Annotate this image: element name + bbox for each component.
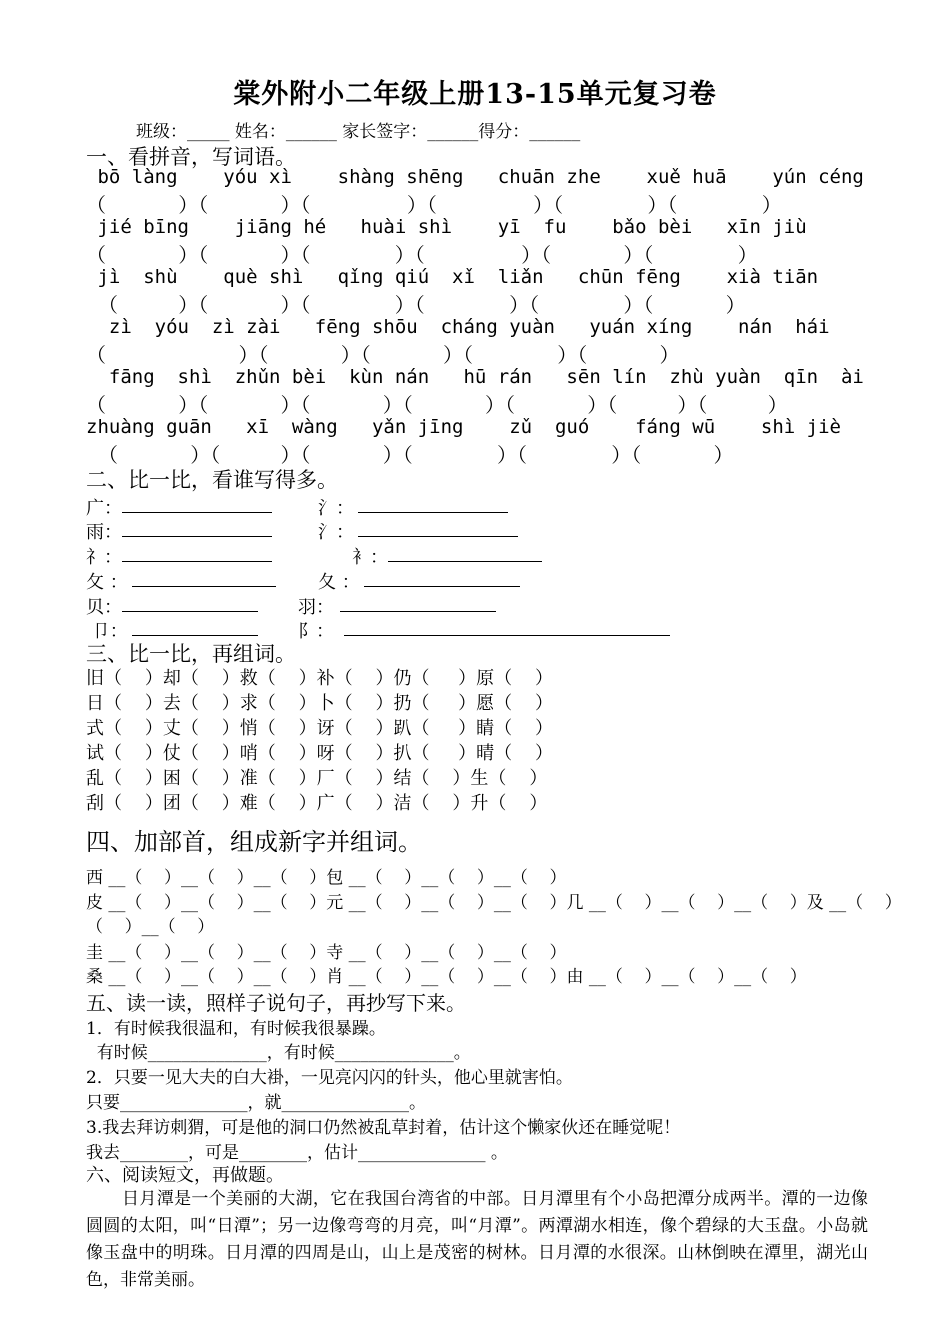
radical-label: 氵： [318, 522, 354, 543]
student-info-line: 班级：_____ 姓名：______ 家长签字：______得分：______ [136, 122, 581, 142]
radical-label: 阝： [298, 621, 334, 642]
answer-paren-row: （ ）（ ）（ ）（ ）（ ）（ ） [86, 193, 782, 217]
radical-label: 衤： [352, 547, 388, 568]
section-3-heading: 三、比一比，再组词。 [86, 642, 296, 666]
pinyin-row: fāng shì zhǔn bèi kùn nán hū rán sēn lín zhù yuàn qīn ài [86, 366, 864, 388]
section-6-heading: 六、阅读短文，再做题。 [86, 1165, 284, 1186]
section-4-heading: 四、加部首，组成新字并组词。 [86, 828, 422, 856]
word-pair-row: 刮（ ）团（ ）难（ ）广（ ）洁（ ）升（ ） [86, 793, 548, 814]
radical-label: 夂 ： [318, 572, 360, 593]
answer-paren-row: （ ）（ ）（ ）（ ）（ ）（ ） [86, 243, 758, 267]
radical-label: 羽： [298, 597, 334, 618]
answer-blank[interactable] [122, 536, 272, 537]
radical-label: 攵 ： [86, 572, 128, 593]
example-sentence: 1．有时候我很温和，有时候我很暴躁。 [86, 1019, 386, 1039]
example-sentence: 2．只要一见大夫的白大褂，一见亮闪闪的针头，他心里就害怕。 [86, 1068, 573, 1088]
answer-blank[interactable] [132, 586, 276, 587]
answer-blank[interactable] [132, 635, 258, 636]
radical-label: 贝： [86, 597, 122, 618]
sentence-fill-line[interactable]: 我去________，可是________，估计_______________ 。 [86, 1143, 508, 1163]
answer-blank[interactable] [122, 561, 272, 562]
radical-label: 广： [86, 498, 122, 519]
radical-combo-line: 圭 __（ ）__（ ）__（ ）寺 __（ ）__（ ）__（ ） [86, 943, 567, 963]
word-pair-row: 试（ ）仗（ ）哨（ ）呀（ ）扒（ ）晴（ ） [86, 743, 554, 764]
answer-paren-row: （ ）（ ）（ ）（ ）（ ） [86, 343, 680, 367]
answer-blank[interactable] [364, 586, 520, 587]
answer-blank[interactable] [122, 611, 258, 612]
section-2-heading: 二、比一比，看谁写得多。 [86, 468, 338, 492]
example-sentence: 3.我去拜访刺猬，可是他的洞口仍然被乱草封着，估计这个懒家伙还在睡觉呢！ [86, 1118, 681, 1138]
section-5-heading: 五、读一读，照样子说句子，再抄写下来。 [86, 991, 466, 1015]
word-pair-row: 日（ ）去（ ）求（ ）卜（ ）扔（ ）愿（ ） [86, 693, 554, 714]
radical-combo-line: 皮 __（ ）__（ ）__（ ）元 __（ ）__（ ）__（ ）几 __（ ）__（ ）__（ ）及 __（ ） [86, 893, 902, 913]
pinyin-row: jì shù què shì qǐng qiú xǐ liǎn chūn fēng xià tiān [86, 266, 819, 288]
radical-label: 雨： [86, 522, 122, 543]
radical-label: 礻： [86, 547, 122, 568]
answer-blank[interactable] [122, 512, 272, 513]
word-pair-row: 旧（ ）却（ ）救（ ）补（ ）仍（ ）原（ ） [86, 668, 554, 689]
answer-blank[interactable] [358, 536, 518, 537]
answer-blank[interactable] [388, 561, 542, 562]
pinyin-row: zì yóu zì zài fēng shōu cháng yuàn yuán xíng nán hái [86, 316, 830, 338]
radical-combo-line: 桑 __（ ）__（ ）__（ ）肖 __（ ）__（ ）__（ ）由 __（ ）__（ ）__（ ） [86, 967, 807, 987]
word-pair-row: 式（ ）丈（ ）悄（ ）讶（ ）趴（ ）睛（ ） [86, 718, 554, 739]
pinyin-row: bō làng yóu xì shàng shēng chuān zhe xuě huā yún céng [86, 166, 864, 188]
sentence-fill-line[interactable]: 有时候______________，有时候______________。 [86, 1043, 471, 1063]
sentence-fill-line[interactable]: 只要_______________，就_______________。 [86, 1093, 426, 1113]
answer-blank[interactable] [340, 611, 496, 612]
radical-label: 卩： [86, 621, 128, 642]
radical-combo-line: （ ）__（ ） [86, 917, 215, 937]
radical-label: 氵： [318, 498, 354, 519]
page-title: 棠外附小二年级上册13-15单元复习卷 [233, 79, 717, 110]
answer-blank[interactable] [358, 512, 508, 513]
pinyin-row: jié bīng jiāng hé huài shì yī fu bǎo bèi xīn jiù [86, 216, 807, 238]
answer-paren-row: （ ）（ ）（ ）（ ）（ ）（ ）（ ） [86, 393, 788, 417]
answer-paren-row: （ ）（ ）（ ）（ ）（ ）（ ） [86, 293, 746, 317]
answer-paren-row: （ ）（ ）（ ）（ ）（ ）（ ） [86, 443, 734, 467]
reading-passage: 日月潭是一个美丽的大湖，它在我国台湾省的中部。日月潭里有个小岛把潭分成两半。潭的一边像圆圆的太阳，叫“日潭”；另一边像弯弯的月亮，叫“月潭”。两潭湖水相连，像个碧绿的大玉盘。小岛就像玉盘中的明珠。日月潭的四周是山，山上是茂密的树林。日月潭的水很深。山林倒映在潭里，湖光山色，非常美丽。 [86, 1189, 868, 1290]
pinyin-row: zhuàng guān xī wàng yǎn jīng zǔ guó fáng wū shì jiè [86, 416, 841, 438]
radical-combo-line: 西 __（ ）__（ ）__（ ）包 __（ ）__（ ）__（ ） [86, 868, 567, 888]
section-1-heading: 一、看拼音，写词语。 [86, 145, 296, 169]
word-pair-row: 乱（ ）困（ ）准（ ）厂（ ）结（ ）生（ ） [86, 768, 548, 789]
answer-blank[interactable] [344, 635, 670, 636]
